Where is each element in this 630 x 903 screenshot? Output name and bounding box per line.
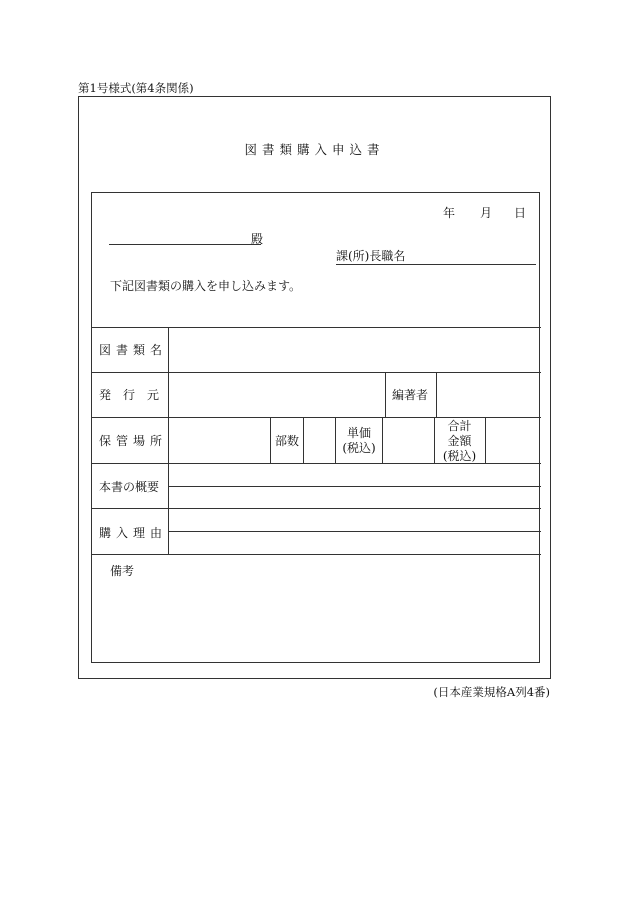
addressee-field[interactable] [109,244,261,245]
total-amount-tax-note: (税込) [442,449,477,463]
book-name-label: 図書類名 [99,343,168,357]
publisher-column-divider [436,372,437,417]
row-divider [92,554,541,555]
row-divider [92,508,541,509]
summary-line-divider [168,486,541,487]
publisher-column-divider [385,372,386,417]
form-number-label: 第1号様式(第4条関係) [78,81,194,95]
storage-location-label: 保管場所 [99,434,168,448]
copies-label: 部数 [275,434,300,448]
date-month-label: 月 [480,206,493,220]
sender-title-field[interactable] [336,248,536,265]
row-divider [92,327,541,328]
storage-column-divider [485,417,486,463]
unit-price-tax-note: (税込) [342,441,376,455]
total-amount-label [434,419,485,464]
publisher-label: 発 行 元 [99,388,160,402]
remarks-label: 備考 [110,564,135,578]
total-amount-line-2: 金額 [447,434,472,448]
intro-text: 下記図書類の購入を申し込みます。 [110,279,302,293]
storage-column-divider [382,417,383,463]
paper-size-note: (日本産業規格A列4番) [433,685,550,699]
reason-line-divider [168,531,541,532]
book-summary-label: 本書の概要 [99,480,160,494]
sender-title-label: 課(所)長職名 [336,249,406,263]
row-divider [92,372,541,373]
date-day-label: 日 [514,206,527,220]
unit-price-label [336,426,382,456]
purchase-reason-label: 購入理由 [99,526,168,540]
editor-label: 編著者 [392,388,429,402]
total-amount-line-1: 合計 [447,419,472,433]
form-inner-table [91,192,540,663]
form-title: 図書類購入申込書 [244,142,385,157]
row-divider [92,417,541,418]
storage-column-divider [303,417,304,463]
storage-column-divider [270,417,271,463]
form-outer-frame [78,96,551,679]
addressee-suffix: 殿 [251,232,264,246]
unit-price-text: 単価 [346,426,371,440]
date-year-label: 年 [443,206,456,220]
label-column-divider [168,327,169,554]
